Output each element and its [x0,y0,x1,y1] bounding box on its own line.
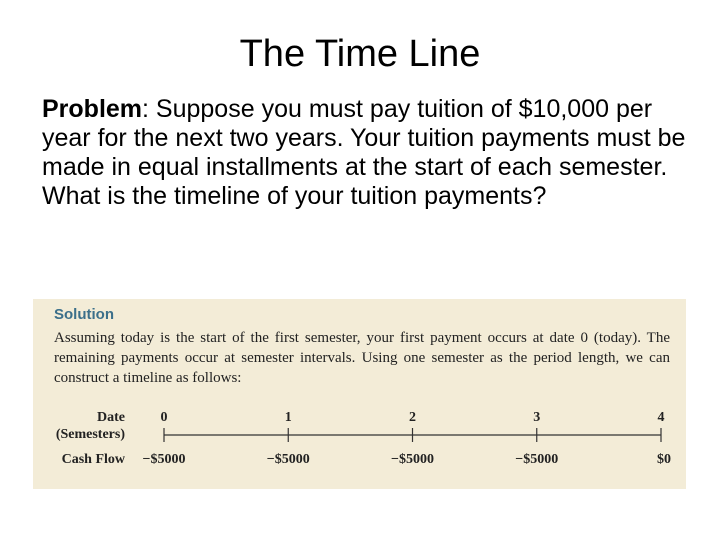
cash-flow-value: $0 [657,452,671,467]
solution-text: Assuming today is the start of the first semester, your first payment occurs at date 0 (today). The remaining payments occur at semester intervals. Using one semester as the period length, we can construct a timeline as follows: [54,330,670,386]
slide-title: The Time Line [239,33,481,75]
timeline-points [143,410,671,467]
problem-statement [42,95,702,211]
solution-box [33,299,686,489]
date-value: 1 [284,410,292,425]
cash-flow-value: −$5000 [391,452,434,467]
date-value: 2 [409,410,416,425]
semesters-label: (Semesters) [55,427,125,442]
date-value: 4 [657,410,665,425]
date-label: Date [97,410,125,425]
date-value: 3 [533,410,541,425]
timeline-diagram [33,299,686,489]
cash-flow-value: −$5000 [266,452,310,467]
date-value: 0 [160,410,168,425]
problem-text: : Suppose you must pay tuition of $10,000 per year for the next two years. Your tuition payments must be made in equal installments at the start of each semester. What is the timeline of your tuition payments? [42,95,686,210]
problem-lead: Problem [42,95,143,123]
cash-flow-label: Cash Flow [61,452,125,467]
cash-flow-value: −$5000 [515,452,559,467]
cash-flow-value: −$5000 [142,452,186,467]
solution-heading: Solution [54,306,114,323]
